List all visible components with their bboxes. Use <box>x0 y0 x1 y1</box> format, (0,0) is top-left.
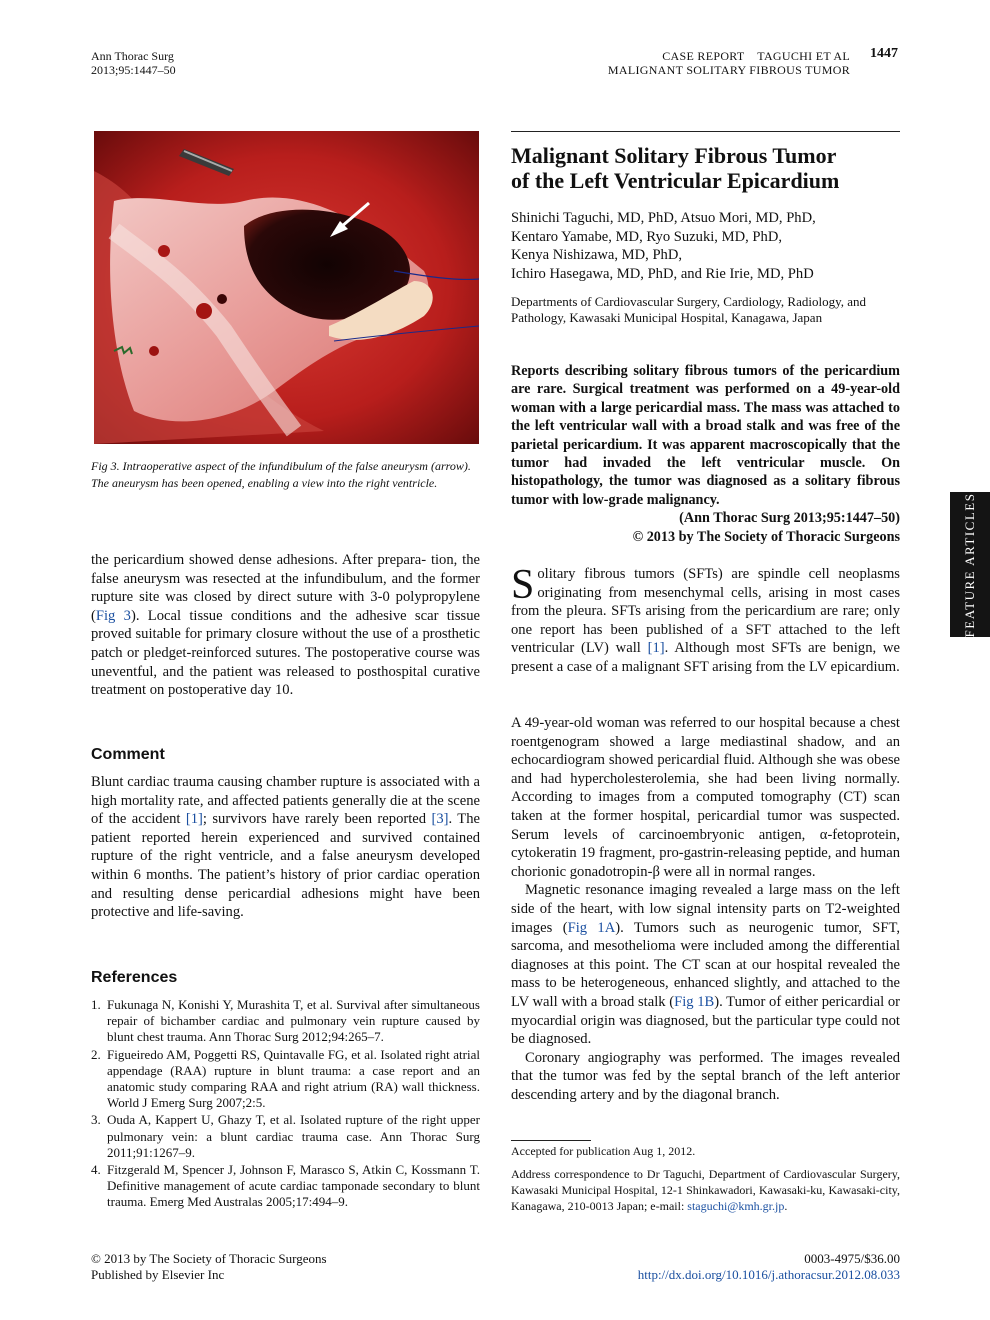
journal-name: Ann Thorac Surg <box>91 49 174 63</box>
reference-text: Fitzgerald M, Spencer J, Johnson F, Marasco S, Atkin C, Kossmann T. Definitive management of acute cardiac tamponade secondary to blunt trauma. Emerg Med Australas 2005;17:494–9. <box>107 1162 480 1210</box>
reference-item <box>91 997 480 1046</box>
side-tab-label: FEATURE ARTICLES <box>962 492 977 637</box>
text-line: the pericardium showed dense adhesions. After prepara- <box>91 552 427 568</box>
text-run: ). Local tissue conditions and the adhesive scar tissue proved suitable for primary closure without the use of a prosthetic patch or pledget-reinforced sutures. The postoperative course was uneventful, and the patient was released to posthospital curative treatment on postoperative day 10. <box>91 607 480 699</box>
footnote-rule <box>511 1140 591 1141</box>
case-paragraph-1: A 49-year-old woman was referred to our hospital because a chest roentgenogram showed a large mediastinal shadow, and an echocardiogram showed pericardial fluid. Although she was obese and had hypercholesterolemia, she had been living normally. According to images from a computed tomography (CT) scan taken at the former hospital, pericardial tumor was suspected. Serum levels of carcinoembryonic antigen, α-fetoprotein, cytokeratin 19 fragment, pro-gastrin-releasing peptide, and human chorionic gonadotropin-β were all in normal ranges. <box>511 715 900 880</box>
case-paragraph-3: Coronary angiography was performed. The images revealed that the tumor was fed by the septal branch of the left anterior descending artery and by the diagonal branch. <box>511 1049 900 1103</box>
continuation-paragraph <box>91 551 480 700</box>
reference-text: Fukunaga N, Konishi Y, Murashita T, et al. Survival after simultaneous repair of bichamber cardiac and pulmonary vein rupture caused by blunt chest trauma. Ann Thorac Surg 2012;94:265–7. <box>107 997 480 1045</box>
text-run: Magnetic resonance imaging revealed a large mass on the left side of the heart, with low signal intensity parts on T2-weighted images ( <box>511 882 900 936</box>
left-column-continuation <box>91 551 480 700</box>
text-run: . <box>784 1199 788 1213</box>
references-heading: References <box>91 969 178 986</box>
running-header-left <box>91 49 176 77</box>
title-line: of the Left Ventricular Epicardium <box>511 168 840 193</box>
footer-publisher: Published by Elsevier Inc <box>91 1267 225 1282</box>
email-link[interactable]: staguchi@kmh.gr.jp <box>687 1199 785 1213</box>
text-run: olitary fibrous tumors (SFTs) are spindle cell neoplasms originating from mesenchymal cells, arising in most cases from the pleura. SFTs arising from the pericardium are rare; only one report has been published of a SFT attached to the left ventricular (LV) wall <box>511 566 900 657</box>
section-label: CASE REPORT TAGUCHI ET AL <box>662 49 850 63</box>
author-list <box>511 209 900 283</box>
reference-item <box>91 1047 480 1112</box>
footer-copyright: © 2013 by The Society of Thoracic Surgeons <box>91 1251 327 1266</box>
footer-right <box>638 1251 900 1283</box>
abstract-text: Reports describing solitary fibrous tumors of the pericardium are rare. Surgical treatment was performed on a 49-year-old woman with a large pericardial mass. The mass was attached to the left ventricular wall with a broad stalk and was free of the parietal pericardium. It was apparent macroscopically that the tumor had invaded the left ventricular muscle. On histopathology, the tumor was diagnosed as a solitary fibrous tumor with low-grade malignancy. <box>511 363 900 508</box>
fig1b-link[interactable]: Fig 1B <box>674 993 715 1010</box>
reference-number: 2. <box>91 1046 101 1062</box>
references-list <box>91 997 480 1212</box>
footer-issn: 0003-4975/$36.00 <box>804 1251 900 1266</box>
comment-heading: Comment <box>91 746 165 763</box>
text-line: tion, the false aneurysm was resected at the infundibulum, <box>91 552 480 587</box>
drop-cap: S <box>511 562 535 608</box>
text-run: . The patient reported herein experienced and survived contained rupture of the right ventricle, and a false aneurysm developed within 6 months. The patient’s history of prior cardiac operation and resulting dense pericardial adhesions might have been protective and life-saving. <box>91 811 480 921</box>
comment-paragraph <box>91 773 480 922</box>
abstract-citation: (Ann Thorac Surg 2013;95:1447–50) <box>679 510 900 527</box>
abstract-copyright: © 2013 by The Society of Thoracic Surgeons <box>632 528 900 545</box>
text-run: Blunt cardiac trauma causing chamber rupture is associated with a high mortality rate, and affected patients generally die at the scene of the accident <box>91 774 480 828</box>
fig1a-link[interactable]: Fig 1A <box>567 919 616 936</box>
reference-text: Figueiredo AM, Poggetti RS, Quintavalle FG, et al. Isolated right atrial appendage (RAA) rupture in blunt trauma: a case report and an anatomic study comparing RAA and right atrium (RA) wall thickness. World J Emerg Surg 2007;2:5. <box>107 1046 480 1111</box>
text-run: ; survivors have rarely been reported <box>202 811 432 828</box>
fig3-link[interactable]: Fig 3 <box>95 607 131 624</box>
ref-1-link[interactable]: [1] <box>185 811 203 828</box>
reference-number: 4. <box>91 1162 101 1178</box>
doi-link[interactable]: http://dx.doi.org/10.1016/j.athoracsur.2012.08.033 <box>637 1267 900 1282</box>
reference-text: Ouda A, Kappert U, Ghazy T, et al. Isolated rupture of the right upper pulmonary vein: a blunt cardiac trauma case. Ann Thorac Surg 2011;91:1267–9. <box>107 1112 480 1160</box>
title-rule <box>511 131 900 132</box>
abstract <box>511 362 900 546</box>
journal-citation: 2013;95:1447–50 <box>91 63 176 77</box>
reference-number: 3. <box>91 1112 101 1128</box>
short-title: MALIGNANT SOLITARY FIBROUS TUMOR <box>607 63 850 77</box>
text-run: ). Tumors such as neurogenic tumor, SFT, sarcoma, and mesothelioma were included among the differential diagnoses at this point. The CT scan at our hospital revealed the mass to be heterogeneous, enhanced slightly, and attached to the LV wall with a broad stalk ( <box>511 919 900 1010</box>
reference-item <box>91 1112 480 1161</box>
author-line: Shinichi Taguchi, MD, PhD, Atsuo Mori, MD, PhD, <box>511 210 816 226</box>
text-run: Address correspondence to Dr Taguchi, Department of Cardiovascular Surgery, Kawasaki Municipal Hospital, 12-1 Shinkawadori, Kawasaki-ku, Kawasaki-city, Kanagawa, 210-0013 Japan; e-mail: <box>511 1167 900 1213</box>
running-header-right <box>608 49 850 77</box>
section-side-tab <box>950 492 990 637</box>
figure-caption: Fig 3. Intraoperative aspect of the infundibulum of the false aneurysm (arrow). The aneurysm has been opened, enabling a view into the right ventricle. <box>91 459 471 490</box>
reference-item <box>91 1162 480 1211</box>
text-run: ). Tumor of either pericardial or myocardial origin was diagnosed, but the particular type could not be diagnosed. <box>511 993 900 1048</box>
ref-3-link[interactable]: [3] <box>431 811 449 828</box>
footer-left <box>91 1251 327 1283</box>
figure-3-photo <box>94 131 479 444</box>
article-title <box>511 143 900 193</box>
text-line: and the former rupture site was closed by direct suture with <box>91 570 480 606</box>
title-line: Malignant Solitary Fibrous Tumor <box>511 143 837 168</box>
introduction-paragraph <box>511 562 900 677</box>
author-line: Kentaro Yamabe, MD, Ryo Suzuki, MD, PhD, <box>511 228 783 245</box>
author-line: Ichiro Hasegawa, MD, PhD, and Rie Irie, MD, PhD <box>511 265 814 282</box>
ref-1-link[interactable]: [1] <box>647 640 665 657</box>
page-number: 1447 <box>870 46 898 61</box>
author-line: Kenya Nishizawa, MD, PhD, <box>511 247 683 263</box>
case-paragraph-2 <box>511 881 900 1048</box>
case-report-section <box>511 714 900 1104</box>
correspondence-note <box>511 1166 900 1214</box>
text-run: . Although most SFTs are benign, we present a case of a malignant SFT arising from the LV epicardium. <box>511 640 900 675</box>
affiliation: Departments of Cardiovascular Surgery, Cardiology, Radiology, and Pathology, Kawasaki Municipal Hospital, Kanagawa, Japan <box>511 294 867 325</box>
reference-number: 1. <box>91 997 101 1012</box>
accepted-note: Accepted for publication Aug 1, 2012. <box>511 1144 696 1158</box>
text-run: 3-0 polypropylene ( <box>91 589 480 624</box>
